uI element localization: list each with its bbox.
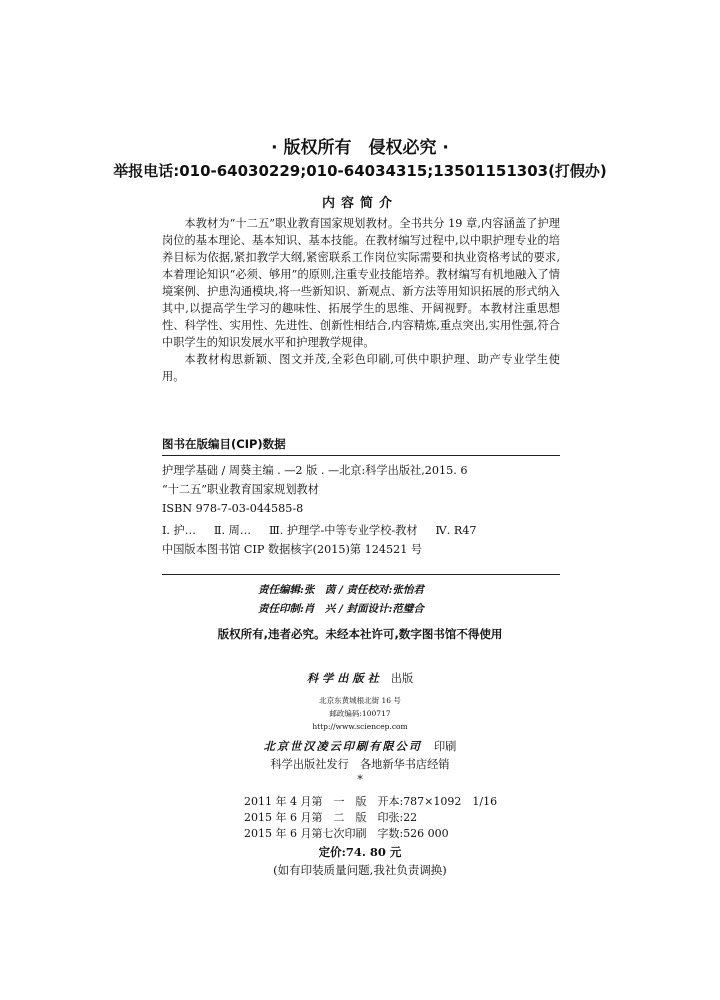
- printer-action: 印刷: [433, 740, 457, 753]
- cip-block: [162, 461, 477, 559]
- publisher-line: [0, 669, 720, 688]
- publisher-block: [0, 669, 720, 786]
- edition-line: 2011 年 4 月第 一 版 开本:787×1092 1/16: [244, 795, 498, 808]
- publisher-name: 科学出版社: [306, 671, 383, 685]
- cip-top-rule: [162, 455, 560, 456]
- cip-classification: [162, 521, 477, 540]
- cip-line: 中国版本图书馆 CIP 数据核字(2015)第 124521 号: [162, 543, 423, 556]
- cip-line: 护理学基础 / 周葵主编 . —2 版 . —北京:科学出版社,2015. 6: [162, 464, 468, 477]
- cip-line: “十二五”职业教育国家规划教材: [162, 483, 319, 496]
- cip-class-1: Ⅰ. 护…: [162, 524, 196, 537]
- printer-line: [0, 737, 720, 756]
- edition-line: 2015 年 6 月第 二 版 印张:22: [244, 811, 418, 824]
- cip-class-4: Ⅳ. R47: [435, 524, 477, 537]
- publisher-postcode: 邮政编码:100717: [329, 709, 391, 718]
- printer-name: 北京世汉凌云印刷有限公司: [263, 739, 422, 753]
- distribution-line: 科学出版社发行 各地新华书店经销: [270, 758, 450, 771]
- rights-statement: 版权所有,违者必究。未经本社许可,数字图书馆不得使用: [217, 627, 503, 641]
- separator-star: *: [357, 773, 363, 786]
- summary-body: [162, 215, 560, 385]
- publisher-address: 北京东黄城根北街 16 号: [319, 696, 401, 705]
- cip-bottom-rule: [162, 574, 560, 575]
- copyright-banner: · 版权所有 侵权必究 ·: [271, 138, 449, 158]
- editors-line: 责任编辑:张 茵 / 责任校对:张怡君: [258, 584, 424, 596]
- cip-line: ISBN 978-7-03-044585-8: [162, 502, 304, 515]
- edition-line: 2015 年 6 月第七次印刷 字数:526 000: [244, 827, 449, 840]
- cip-class-2: Ⅱ. 周…: [213, 524, 252, 537]
- editors-line: 责任印制:肖 兴 / 封面设计:范璧合: [258, 603, 424, 615]
- report-phone: 举报电话:010-64030229;010-64034315;13501151303(打假办): [113, 162, 607, 180]
- summary-paragraph: 本教材为“十二五”职业教育国家规划教材。全书共分 19 章,内容涵盖了护理岗位的基本理论、基本知识、基本技能。在教材编写过程中,以中职护理专业的培养目标为依据,紧扣教学大纲,紧密联系工作岗位实际需要和执业资格考试的要求,本着理论知识“必须、够用”的原则,注重专业技能培养。教材编写有机地融入了情境案例、护患沟通模块,将一些新知识、新观点、新方法等用知识拓展的形式纳入其中,以提高学生学习的趣味性、拓展学生的思维、开阔视野。本教材注重思想性、科学性、实用性、先进性、创新性相结合,内容精炼,重点突出,实用性强,符合中职学生的知识发展水平和护理教学规律。: [162, 217, 560, 349]
- price: 定价:74. 80 元: [318, 845, 402, 859]
- edition-block: [244, 794, 497, 842]
- publisher-action: 出版: [390, 672, 414, 685]
- summary-paragraph: 本教材构思新颖、图文并茂,全彩色印刷,可供中职护理、助产专业学生使用。: [162, 353, 560, 383]
- editors-block: [258, 581, 424, 619]
- publisher-url: http://www.sciencep.com: [312, 722, 408, 731]
- replacement-note: (如有印装质量问题,我社负责调换): [273, 863, 447, 877]
- summary-title: 内容简介: [321, 196, 398, 211]
- cip-class-3: Ⅲ. 护理学-中等专业学校-教材: [269, 524, 418, 537]
- cip-heading: 图书在版编目(CIP)数据: [162, 437, 286, 451]
